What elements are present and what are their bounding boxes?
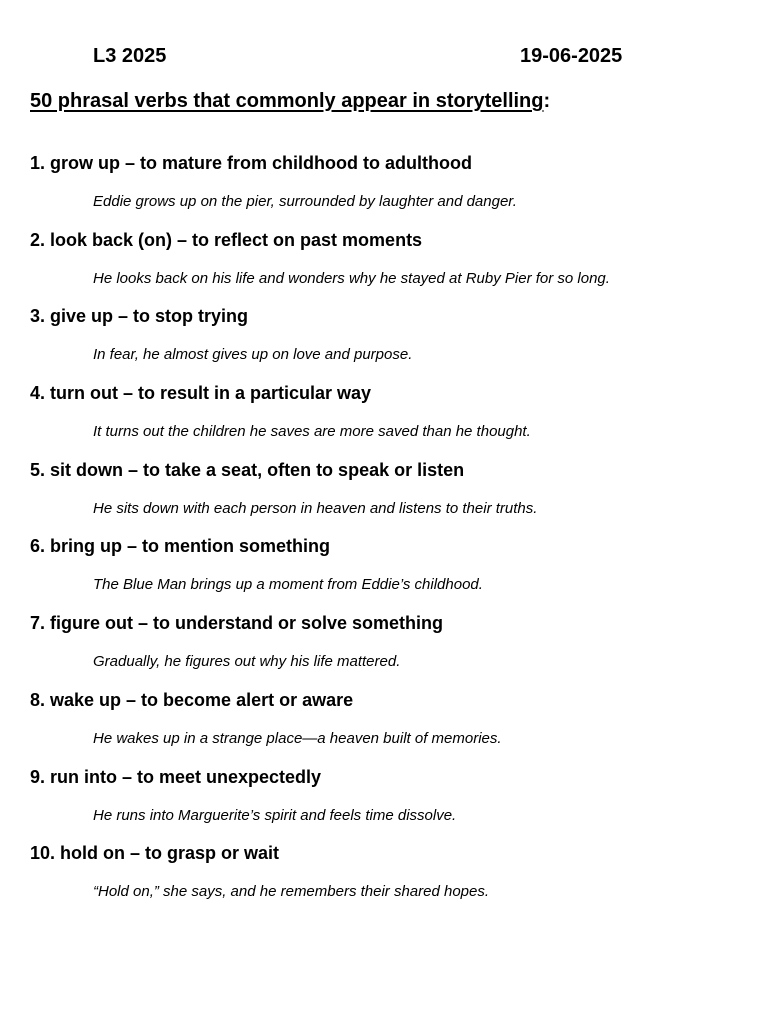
document-title-text: 50 phrasal verbs that commonly appear in storytelling xyxy=(30,90,544,112)
entry-heading: 7. figure out – to understand or solve something xyxy=(30,613,444,634)
class-label: L3 2025 xyxy=(93,45,167,67)
entry-heading: 2. look back (on) – to reflect on past moments xyxy=(30,229,423,250)
phrasal-verb-list xyxy=(30,152,750,919)
entry-example: He sits down with each person in heaven and listens to their truths. xyxy=(93,499,538,517)
list-item xyxy=(30,382,750,459)
entry-example: It turns out the children he saves are more saved than he thought. xyxy=(93,423,531,441)
document-title xyxy=(30,89,550,113)
document-title-colon: : xyxy=(543,90,551,112)
entry-example: Eddie grows up on the pier, surrounded by laughter and danger. xyxy=(93,193,517,210)
entry-heading: 3. give up – to stop trying xyxy=(30,306,249,327)
list-item xyxy=(30,535,750,612)
entry-example: He runs into Marguerite’s spirit and feels time dissolve. xyxy=(93,806,457,824)
list-item xyxy=(30,459,750,536)
list-item xyxy=(30,152,750,229)
entry-heading: 4. turn out – to result in a particular way xyxy=(30,383,372,404)
entry-heading: 5. sit down – to take a seat, often to speak or listen xyxy=(30,459,465,480)
document-date: 19-06-2025 xyxy=(520,45,623,67)
entry-example: Gradually, he figures out why his life mattered. xyxy=(93,653,401,671)
entry-example: He looks back on his life and wonders why he stayed at Ruby Pier for so long. xyxy=(93,269,610,287)
entry-example: He wakes up in a strange place—a heaven built of memories. xyxy=(93,729,502,747)
entry-example: “Hold on,” she says, and he remembers their shared hopes. xyxy=(93,883,490,901)
entry-heading: 10. hold on – to grasp or wait xyxy=(30,843,280,864)
list-item xyxy=(30,842,750,919)
list-item xyxy=(30,229,750,306)
list-item xyxy=(30,305,750,382)
list-item xyxy=(30,612,750,689)
entry-heading: 1. grow up – to mature from childhood to adulthood xyxy=(30,153,472,173)
list-item xyxy=(30,766,750,843)
list-item xyxy=(30,689,750,766)
entry-heading: 6. bring up – to mention something xyxy=(30,536,330,557)
entry-example: In fear, he almost gives up on love and purpose. xyxy=(93,346,413,364)
entry-heading: 8. wake up – to become alert or aware xyxy=(30,689,354,710)
entry-example: The Blue Man brings up a moment from Eddie’s childhood. xyxy=(93,576,483,594)
entry-heading: 9. run into – to meet unexpectedly xyxy=(30,766,322,787)
